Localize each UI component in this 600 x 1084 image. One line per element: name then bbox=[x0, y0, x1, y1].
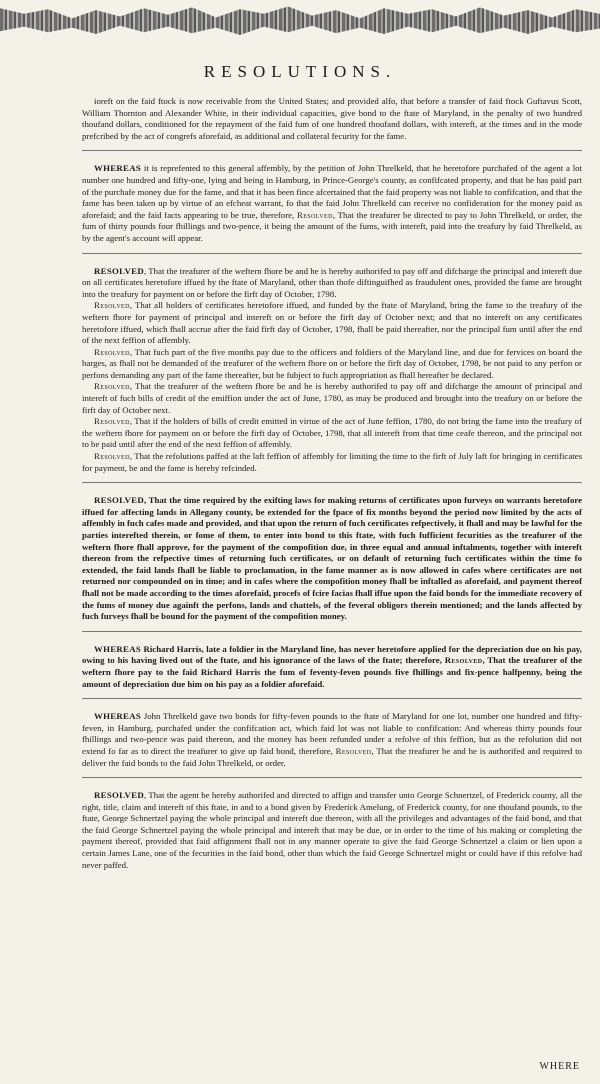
paragraph-text: , That the refolutions paffed at the laft feffion of affembly for limiting the time to the firft of July laft for bringing in certificates for payment, be and the fame is hereby refcinded. bbox=[82, 451, 582, 473]
resolved-word: Resolved bbox=[94, 451, 130, 462]
paragraph-text: , That the treafurer of the weftern fhore be and he is hereby authorifed to pay off and difcharge the principal and intereft due on all certificates heretofore iffued by the ftate of Maryland, other than thofe diftinguifhed as fraudulent ones, provided the fame are brought into the treafury for payment on or before the firft day of October, 1798. bbox=[82, 265, 582, 299]
catchword: WHERE bbox=[539, 1061, 580, 1072]
paragraph-bills-of-credit bbox=[82, 381, 582, 416]
resolved-word: Resolved bbox=[296, 209, 333, 220]
paragraph-threlkeld-petition bbox=[82, 163, 582, 244]
paragraph-schnertzel-bond bbox=[82, 790, 582, 871]
lead-word: WHEREAS bbox=[94, 711, 142, 722]
resolved-word: Resolved bbox=[444, 655, 483, 666]
paragraph-threlkeld-bonds bbox=[82, 711, 582, 769]
paragraph-text: ioreft on the faid ftock is now receivable from the United States; and provided alfo, that before a transfer of faid ftock Guftavus Scott, William Thornton and Alexander White, in their individual capacities, give bond to the ftate of Maryland, in the penalty of two hundred thoufand dollars, conditioned for the repayment of the faid fum of one hundred thoufand dollars, with intereft, at the times and in the mode prefcribed by the act of congrefs aforefaid, as additional and collateral fecurity for the fame. bbox=[82, 96, 582, 141]
paragraph-continuation bbox=[82, 96, 582, 142]
paragraph-holders bbox=[82, 300, 582, 346]
paragraph-text: it is reprefented to this general affembly, by the petition of John Threlkeld, that he heretofore purchafed of the agent a lot number one hundred and fifty-one, lying and being in Hamburg, in Prince-George's county, as confifcated property, and that he has paid part of the purchafe money due for the fame, and that it has been fince afcertained that the faid property was not liable to confifcation, and that the fame has been taken up by virtue of an efcheat warrant, fo that the faid John Threlkeld can receive no confideration for the money paid as aforefaid; and the faid facts appearing to be true, therefore, bbox=[82, 163, 582, 220]
paragraph-text: , That the treafurer of the weftern fhore pay to the faid Richard Harris the fum of feventy-feven pounds five fhillings and fix-pence halfpenny, being the amount of depreciation due him on his pay as a foldier aforefaid. bbox=[82, 655, 582, 689]
paragraph-five-months-pay bbox=[82, 347, 582, 382]
lead-word: WHEREAS bbox=[94, 163, 142, 174]
section-divider bbox=[82, 698, 582, 699]
section-divider bbox=[82, 253, 582, 254]
paragraph-text: , That the time required by the exifting laws for making returns of certificates upon furveys on warrants heretofore iffued for affecting lands in Allegany county, be extended for the fpace of fix months beyond the period now limited by the acts of affembly in fuch cafes made and provided, and that upon the return of fuch certificates refpectively, it fhall and may be lawful for the parties interefted therein, or fome of them, to enter into bond to this ftate, with fuch fufficient fecurities as the treafurer of the weftern fhore fhall approve, for the payment of the compofition due, in three equal and annual inftalments, together with intereft thereon from the refpective times of returning fuch certificates, or on default of returning fuch certificates within the time fo extended, the faid lands fhall be liable to proclamation, in the fame manner as is now allowed in cafes where certificates are not returned nor compounded on in time; and in cafes where the compofition money fhall be inftalled as aforefaid, and payment thereof fhall not be made according to the times aforefaid, procefs of fcire facias fhall iffue upon the faid bonds for the immediate recovery of the fums of money due againft the perfons, lands and chattels, of the feveral obligors therein mentioned; and the lands affected by fuch furveys fhall be bound for the payment of the compofition money. bbox=[82, 495, 582, 622]
paragraph-text: , That fuch part of the five months pay due to the officers and foldiers of the Maryland line, and due for fervices on board the barges, as fhall not be demanded of the treafurer of the weftern fhore on or before the firft day of October, 1798, be not paid to any perfon or perfons demanding any part of the fame thereafter, but be fubject to fuch appropriation as fhall hereafter be declared. bbox=[82, 346, 582, 380]
paragraph-text: John Threlkeld gave two bonds for fifty-feven pounds to the ftate of Maryland for one lot, number one hundred and fifty-feven, in Hamburg, purchafed under the confifcation act, which faid lot was not liable to confifcation: And whereas thirty pounds four fhillings and two-pence was paid thereon, and the money has been refunded under a refolve of this feffion, but as the refolution did not extend fo far as to direct the treafurer to give up faid bond, therefore, bbox=[82, 711, 582, 756]
paragraph-text: , That the treafurer of the weftern fhore be and he is hereby authorifed to pay off and difcharge the amount of principal and intereft of fuch bills of credit of the emiffion under the act of June, 1780, as may be produced and brought into the treafury on or before the firft day of October next. bbox=[82, 381, 582, 415]
paragraph-text: , That all holders of certificates heretofore iffued, and funded by the ftate of Maryland, bring the fame to the treafury of the weftern fhore for payment of principal and intereft on or before the firft day of October next; and that no intereft on any certificates heretofore iffued, which fhall accrue after the faid firft day of October, 1798, fhall be paid thereafter, nor the principal fum until after the end of the next feffion of affembly. bbox=[82, 300, 582, 346]
paragraph-rescinded bbox=[82, 451, 582, 474]
paragraph-interest-cease bbox=[82, 416, 582, 451]
resolved-word: Resolved bbox=[94, 416, 130, 427]
document-body bbox=[82, 96, 582, 871]
lead-word: RESOLVED bbox=[94, 790, 144, 801]
running-head: RESOLUTIONS. bbox=[203, 62, 397, 81]
section-divider bbox=[82, 482, 582, 483]
section-divider bbox=[82, 150, 582, 151]
paragraph-allegany-surveys bbox=[82, 495, 582, 623]
paragraph-text: , That the agent be hereby authorifed and directed to affign and transfer unto George Schnertzel, of Frederick county, all the right, title, claim and intereft of this ftate, in and to a bond given by Frederick Amelung, of Frederick county, for one thoufand pounds, to the ftate, George Schnertzel paying the whole principal and intereft due thereon, with all the privileges and advantages of the faid bond, and that the faid George Schnertzel paying the whole principal and intereft that may be due, or in order to the time of his making or completing the payment thereof, provided that faid affignment fhall not in any manner operate to give the faid George Schnertzel a claim or lien upon a certain James Lane, one of the fecurities in the faid bond, other than which the faid George Schnertzel might or could have if this refolve had never paffed. bbox=[82, 790, 582, 870]
resolved-word: Resolved bbox=[94, 300, 130, 311]
paragraph-certificates bbox=[82, 266, 582, 301]
resolved-word: Resolved bbox=[335, 745, 372, 756]
paragraph-text: , That the treafurer be directed to pay to John Threlkeld, or order, the fum of thirty pounds four fhillings and two-pence, it being the amount of the fums, with intereft, paid into the treafury by faid Threlkeld, as by the agent's account will appear. bbox=[82, 209, 582, 243]
section-divider bbox=[82, 631, 582, 632]
lead-word: RESOLVED bbox=[94, 265, 144, 276]
resolved-word: Resolved bbox=[94, 381, 130, 392]
paragraph-richard-harris bbox=[82, 644, 582, 690]
resolved-word: Resolved bbox=[94, 346, 130, 357]
paragraph-text: , That the treafurer be and he is authorifed and required to deliver the faid bonds to the faid John Threlkeld, or order. bbox=[82, 745, 582, 768]
lead-word: WHEREAS bbox=[94, 643, 142, 654]
paragraph-text: Richard Harris, late a foldier in the Maryland line, has never heretofore applied for the depreciation due on his pay, owing to his having lived out of the ftate, and his ignorance of the laws of the ftate; therefore, bbox=[82, 643, 582, 666]
paragraph-text: , That if the holders of bills of credit emitted in virtue of the act of June feffion, 1780, do not bring the fame into the treafury of the weftern fhore for payment on or before the firft day of October, 1798, that all intereft from that time ceafe thereon, and the principal not to be paid until after the end of the next feffion of affembly. bbox=[82, 416, 582, 450]
section-divider bbox=[82, 777, 582, 778]
lead-word: RESOLVED bbox=[94, 495, 144, 506]
torn-page-edge bbox=[0, 0, 600, 46]
